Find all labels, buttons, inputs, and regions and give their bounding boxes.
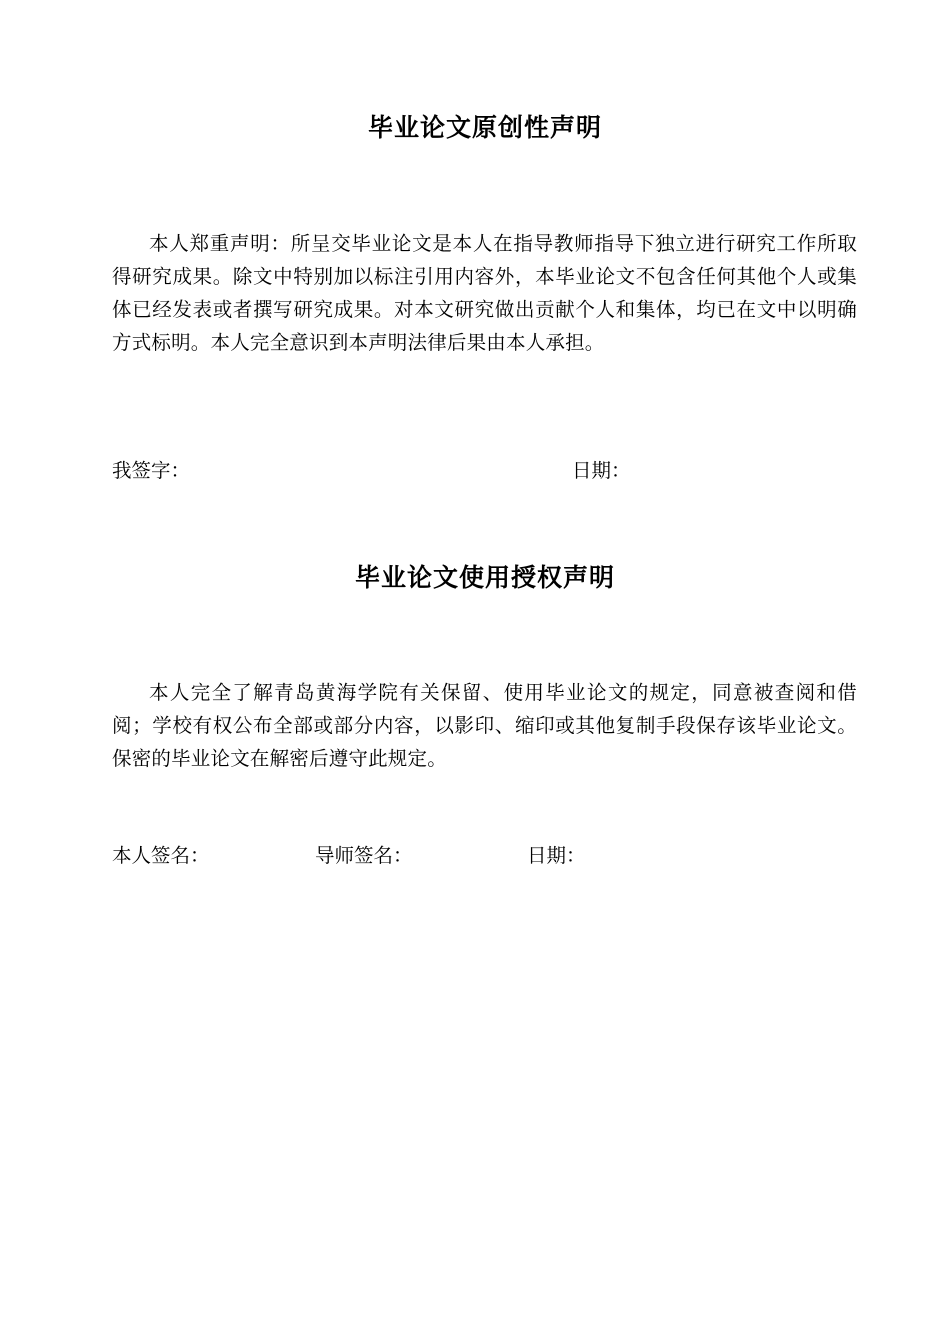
- advisor-signature-label: 导师签名：: [315, 844, 413, 867]
- authorization-declaration-title: 毕业论文使用授权声明: [354, 563, 615, 592]
- self-signature-label: 本人签名：: [112, 844, 210, 867]
- date-label: 日期：: [572, 459, 631, 482]
- originality-declaration-title: 毕业论文原创性声明: [367, 113, 602, 142]
- signature-label: 我签字：: [112, 459, 191, 482]
- originality-signature-row: [112, 456, 857, 486]
- authorization-signature-row: [112, 841, 857, 871]
- originality-declaration-body: 本人郑重声明：所呈交毕业论文是本人在指导教师指导下独立进行研究工作所取得研究成果。除文中特别加以标注引用内容外，本毕业论文不包含任何其他个人或集体已经发表或者撰写研究成果。对本文研究做出贡献个人和集体，均已在文中以明确方式标明。本人完全意识到本声明法律后果由本人承担。: [112, 232, 857, 354]
- date-label: 日期：: [527, 844, 586, 867]
- authorization-declaration-body: 本人完全了解青岛黄海学院有关保留、使用毕业论文的规定，同意被查阅和借阅；学校有权公布全部或部分内容，以影印、缩印或其他复制手段保存该毕业论文。保密的毕业论文在解密后遵守此规定。: [112, 681, 857, 770]
